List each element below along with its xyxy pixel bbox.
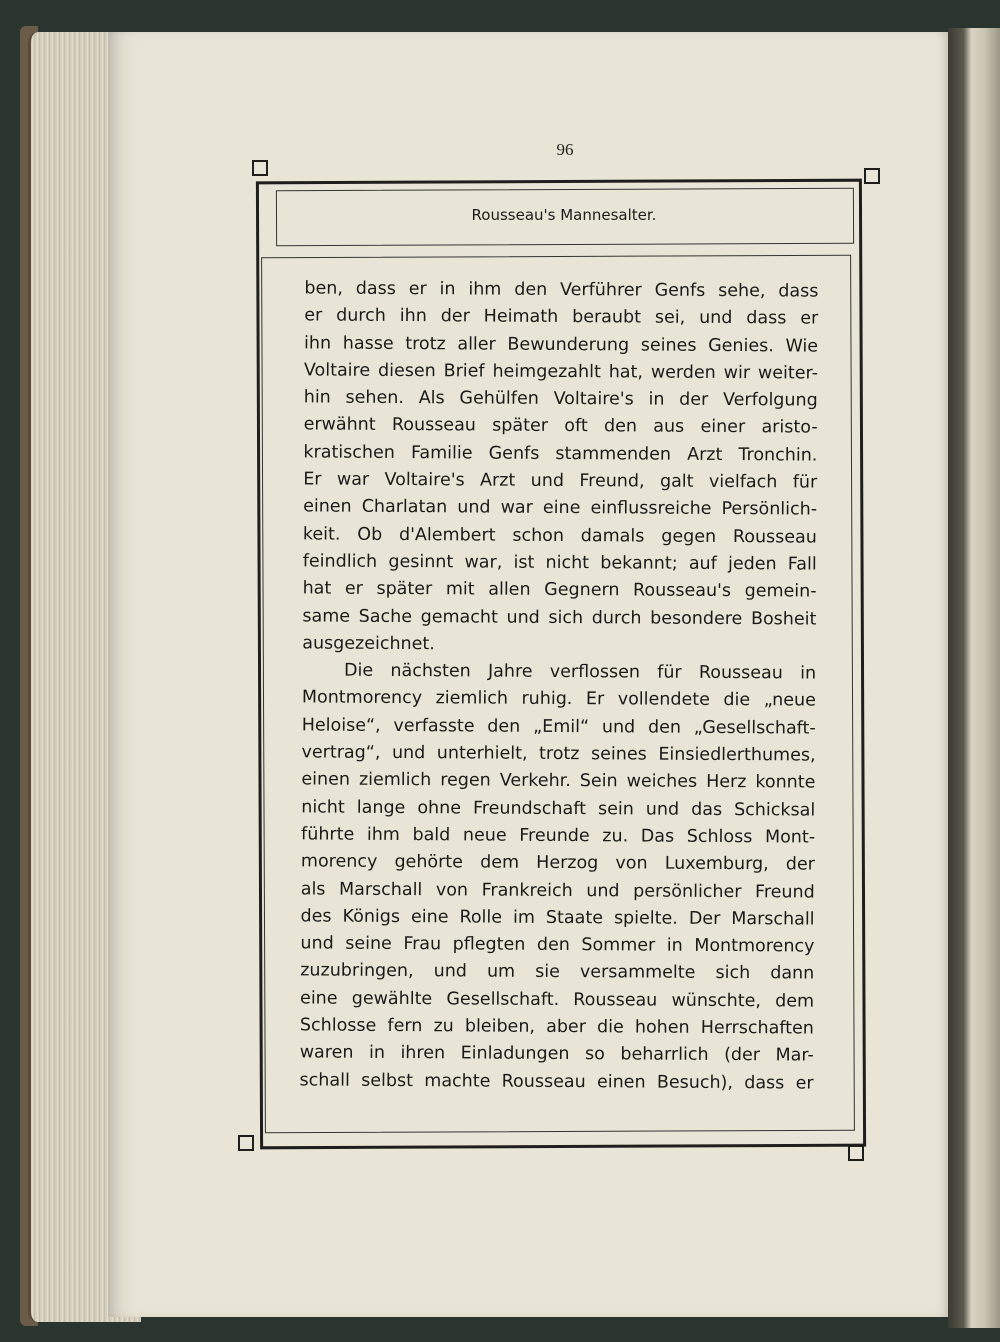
text-line: führte ihm bald neue Freunde zu. Das Schloss Mont- (301, 824, 816, 848)
page-number: 96 (556, 140, 574, 159)
text-line: Er war Voltaire's Arzt und Freund, galt vielfach für (303, 469, 818, 493)
text-line: er durch ihn der Heimath beraubt sei, und dass er (304, 305, 819, 329)
text-line: zuzubringen, und um sie versammelte sich dann (300, 960, 815, 984)
text-line: eine gewählte Gesellschaft. Rousseau wünschte, dem (300, 988, 815, 1012)
text-line: keit. Ob d'Alembert schon damals gegen Rousseau (302, 524, 817, 548)
text-line: ben, dass er in ihm den Verführer Genfs sehe, dass (304, 278, 819, 302)
text-line: vertrag“, und unterhielt, trotz seines Einsiedlerthumes, (301, 742, 816, 766)
text-line: schall selbst machte Rousseau einen Besuch), dass er (299, 1070, 814, 1094)
text-line: einen Charlatan und war eine einflussreiche Persönlich- (303, 496, 818, 520)
text-line: Die nächsten Jahre verflossen für Rousseau in (344, 660, 817, 684)
body-text (300, 275, 819, 1097)
text-line: erwähnt Rousseau später oft den aus einer aristo- (303, 414, 818, 439)
text-line: Montmorency ziemlich ruhig. Er vollendete die „neue (301, 687, 816, 712)
text-line: feindlich gesinnt war, ist nicht bekannt; auf jeden Fall (302, 551, 817, 575)
text-line: Heloise“, verfasste den „Emil“ und den „Gesellschaft- (301, 715, 816, 739)
text-line: Schlosse fern zu bleiben, aber die hohen Herrschaften (299, 1015, 814, 1039)
frame-corner-top-left (252, 160, 268, 176)
text-line: des Königs eine Rolle im Staate spielte. Der Marschall (300, 906, 815, 930)
text-line: hin sehen. Als Gehülfen Voltaire's in der Verfolgung (303, 387, 818, 411)
facing-page-gutter (948, 28, 1000, 1328)
text-line: morency gehörte dem Herzog von Luxemburg, der (300, 851, 815, 875)
text-line: hat er später mit allen Gegnern Rousseau's gemein- (302, 578, 817, 602)
text-line: und seine Frau pflegten den Sommer in Montmorency (300, 933, 815, 957)
text-line: ausgezeichnet. (302, 633, 435, 655)
frame-corner-bottom-right (848, 1145, 864, 1161)
frame-corner-bottom-left (238, 1135, 254, 1151)
text-line: waren in ihren Einladungen so beharrlich (der Mar- (299, 1042, 814, 1066)
frame-corner-top-right (864, 168, 880, 184)
text-line: nicht lange ohne Freundschaft sein und das Schicksal (301, 797, 816, 821)
text-line: Voltaire diesen Brief heimgezahlt hat, werden wir weiter- (303, 360, 818, 384)
text-line: kratischen Familie Genfs stammenden Arzt Tronchin. (303, 442, 818, 466)
text-line: ihn hasse trotz aller Bewunderung seines Genies. Wie (304, 333, 819, 357)
text-line: same Sache gemacht und sich durch besondere Bosheit (302, 605, 817, 630)
text-line: als Marschall von Frankreich und persönlicher Freund (300, 878, 815, 903)
text-line: einen ziemlich regen Verkehr. Sein weiches Herz konnte (301, 769, 816, 793)
running-head: Rousseau's Mannesalter. (471, 206, 657, 224)
